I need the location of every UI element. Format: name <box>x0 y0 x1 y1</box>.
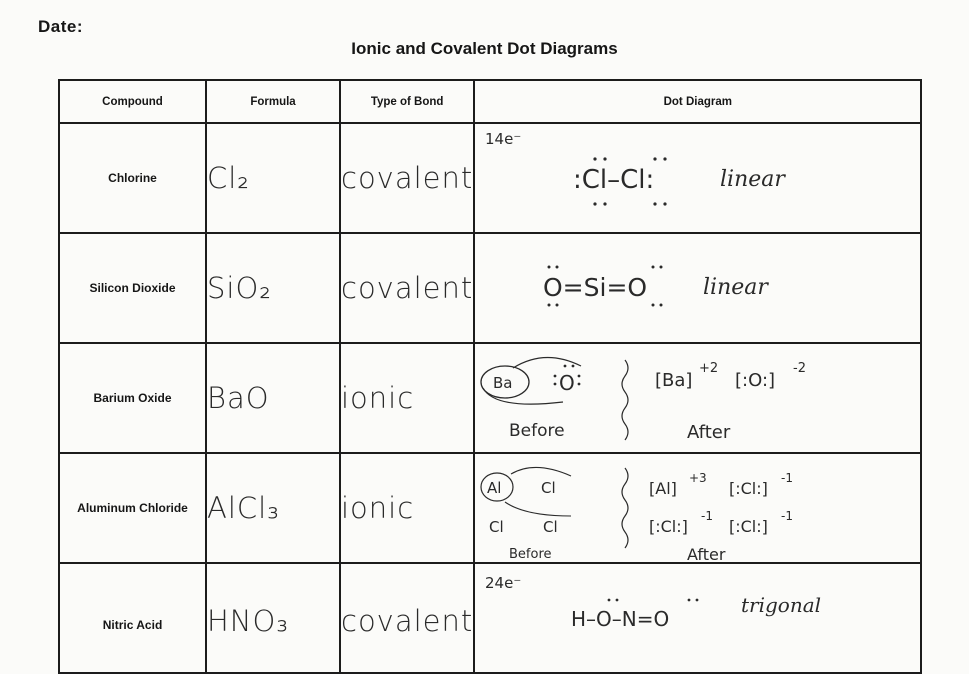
formula-value: HNO₃ <box>206 563 340 673</box>
electron-count: 24e⁻ <box>485 574 522 592</box>
before-atom: Al <box>487 479 502 497</box>
table-row <box>59 453 921 563</box>
chlorine-diagram <box>475 124 920 232</box>
table-row <box>59 233 921 343</box>
formula-value: BaO <box>206 343 340 453</box>
aluminum-chloride-diagram <box>475 454 920 562</box>
bond-type-value: covalent <box>340 123 474 233</box>
bond-type-value: covalent <box>340 563 474 673</box>
molecular-shape: linear <box>720 167 786 192</box>
col-dot-diagram: Dot Diagram <box>474 80 921 123</box>
formula-value: Cl₂ <box>206 123 340 233</box>
anion-charge: -1 <box>701 509 714 523</box>
formula-value: SiO₂ <box>206 233 340 343</box>
cation: [Al] <box>649 479 678 498</box>
molecular-shape: linear <box>703 275 769 300</box>
formula-value: AlCl₃ <box>206 453 340 563</box>
anion-charge: -1 <box>781 509 794 523</box>
dot-diagram-chlorine <box>474 123 921 233</box>
before-atom: Cl <box>543 518 558 536</box>
dot-diagram-table <box>58 79 922 674</box>
col-compound: Compound <box>59 80 206 123</box>
table-row <box>59 343 921 453</box>
compound-name: Chlorine <box>59 123 206 233</box>
compound-name: Barium Oxide <box>59 343 206 453</box>
bond-type-value: ionic <box>340 453 474 563</box>
dot-diagram-aluminum-chloride <box>474 453 921 563</box>
header-row <box>59 80 921 123</box>
page-title: Ionic and Covalent Dot Diagrams <box>351 39 618 58</box>
col-formula: Formula <box>206 80 340 123</box>
transfer-arrow <box>513 357 581 368</box>
dot-diagram-barium-oxide <box>474 343 921 453</box>
compound-name: Silicon Dioxide <box>59 233 206 343</box>
lewis-structure: H–O–N=O <box>571 607 670 631</box>
compound-name: Nitric Acid <box>59 563 206 673</box>
silicon-dioxide-diagram <box>475 234 920 342</box>
table-row <box>59 123 921 233</box>
table-row <box>59 563 921 673</box>
anion: [:Cl:] <box>649 517 689 536</box>
anion: [:Cl:] <box>729 479 769 498</box>
transfer-arrow <box>511 467 571 476</box>
date-label: Date: <box>38 17 84 36</box>
anion: [:Cl:] <box>729 517 769 536</box>
before-atom: Ba <box>493 374 513 392</box>
lewis-structure: :Cl–Cl: <box>573 165 655 195</box>
after-label: After <box>687 422 731 443</box>
col-bond-type: Type of Bond <box>340 80 474 123</box>
before-atom: O <box>559 371 576 395</box>
after-label: After <box>687 545 726 562</box>
bond-type-value: ionic <box>340 343 474 453</box>
lewis-structure: O=Si=O <box>543 273 648 302</box>
before-label: Before <box>509 547 552 562</box>
electron-count: 14e⁻ <box>485 130 522 148</box>
transfer-arrow <box>505 502 571 516</box>
lone-pair-dots <box>608 599 699 602</box>
cation: [Ba] <box>655 370 693 391</box>
anion-charge: -1 <box>781 471 794 485</box>
cation-charge: +2 <box>699 361 719 376</box>
compound-name: Aluminum Chloride <box>59 453 206 563</box>
before-atom: Cl <box>489 518 504 536</box>
molecular-shape: trigonal <box>741 593 822 617</box>
before-label: Before <box>509 421 565 441</box>
anion: [:O:] <box>735 370 776 391</box>
bond-type-value: covalent <box>340 233 474 343</box>
anion-charge: -2 <box>793 361 807 376</box>
dot-diagram-nitric-acid <box>474 563 921 673</box>
nitric-acid-diagram <box>475 564 920 672</box>
cation-charge: +3 <box>689 471 707 485</box>
divider-brace <box>622 360 628 440</box>
before-atom: Cl <box>541 479 556 497</box>
barium-oxide-diagram <box>475 344 920 452</box>
dot-diagram-silicon-dioxide <box>474 233 921 343</box>
divider-brace <box>622 468 628 548</box>
